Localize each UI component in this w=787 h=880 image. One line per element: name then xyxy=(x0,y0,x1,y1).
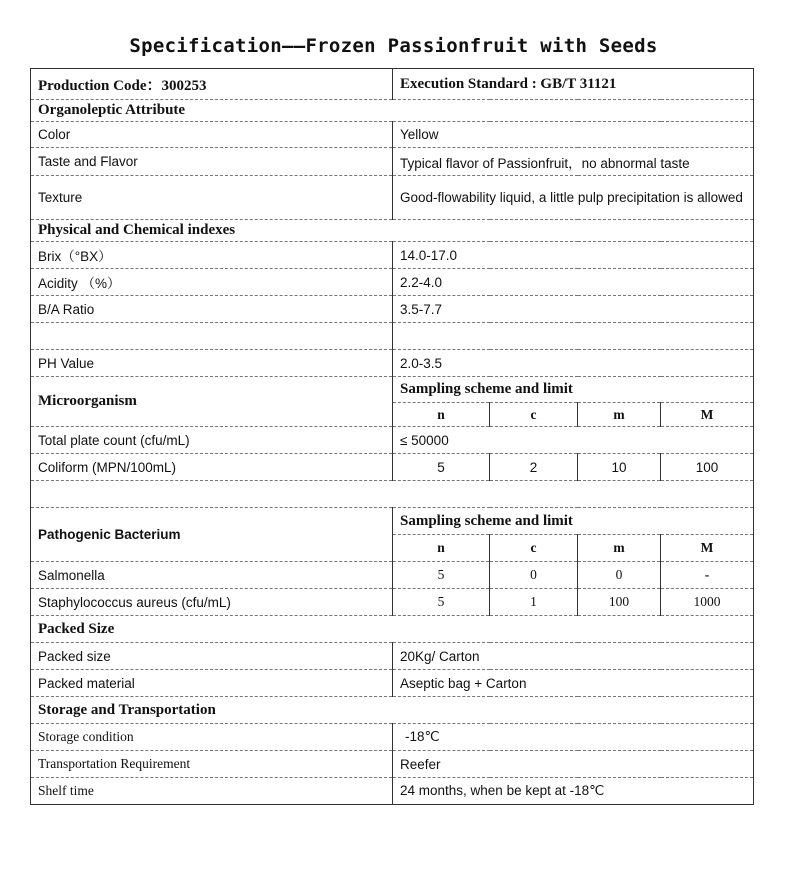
color-value: Yellow xyxy=(393,122,754,148)
section-pathogenic: Pathogenic Bacterium xyxy=(31,508,393,562)
patho-col-c: c xyxy=(490,535,578,562)
staph-m: 100 xyxy=(578,589,661,616)
salmonella-M: - xyxy=(661,562,754,589)
execution-standard: Execution Standard : GB/T 31121 xyxy=(393,69,754,100)
patho-col-M: M xyxy=(661,535,754,562)
document-title: Specification——Frozen Passionfruit with Seeds xyxy=(129,35,658,57)
storage-condition-value: -18℃ xyxy=(393,724,754,751)
empty-row xyxy=(31,481,754,508)
salmonella-n: 5 xyxy=(393,562,490,589)
patho-col-m: m xyxy=(578,535,661,562)
ph-value: 2.0-3.5 xyxy=(393,350,754,377)
packed-material-label: Packed material xyxy=(31,670,393,697)
salmonella-c: 0 xyxy=(490,562,578,589)
packed-size-value: 20Kg/ Carton xyxy=(393,643,754,670)
acidity-label: Acidity （%） xyxy=(31,269,393,296)
transport-requirement-value: Reefer xyxy=(393,751,754,778)
texture-value: Good-flowability liquid, a little pulp precipitation is allowed xyxy=(393,176,754,220)
coliform-n: 5 xyxy=(393,454,490,481)
section-microorganism: Microorganism xyxy=(31,377,393,427)
taste-label: Taste and Flavor xyxy=(31,148,393,176)
coliform-label: Coliform (MPN/100mL) xyxy=(31,454,393,481)
salmonella-m: 0 xyxy=(578,562,661,589)
staph-c: 1 xyxy=(490,589,578,616)
staph-M: 1000 xyxy=(661,589,754,616)
section-storage: Storage and Transportation xyxy=(31,697,754,724)
micro-sampling-header: Sampling scheme and limit xyxy=(393,377,754,403)
shelf-time-value: 24 months, when be kept at -18℃ xyxy=(393,778,754,805)
salmonella-label: Salmonella xyxy=(31,562,393,589)
coliform-c: 2 xyxy=(490,454,578,481)
section-packed: Packed Size xyxy=(31,616,754,643)
patho-sampling-header: Sampling scheme and limit xyxy=(393,508,754,535)
color-label: Color xyxy=(31,122,393,148)
ba-ratio-value: 3.5-7.7 xyxy=(393,296,754,323)
taste-value: Typical flavor of Passionfruit，no abnormal taste xyxy=(393,148,754,176)
ph-label: PH Value xyxy=(31,350,393,377)
empty-cell xyxy=(393,323,754,350)
section-physical: Physical and Chemical indexes xyxy=(31,220,754,242)
transport-requirement-label: Transportation Requirement xyxy=(31,751,393,778)
micro-col-c: c xyxy=(490,403,578,427)
patho-col-n: n xyxy=(393,535,490,562)
acidity-value: 2.2-4.0 xyxy=(393,269,754,296)
coliform-m: 10 xyxy=(578,454,661,481)
packed-material-value: Aseptic bag + Carton xyxy=(393,670,754,697)
coliform-M: 100 xyxy=(661,454,754,481)
ba-ratio-label: B/A Ratio xyxy=(31,296,393,323)
storage-condition-label: Storage condition xyxy=(31,724,393,751)
brix-value: 14.0-17.0 xyxy=(393,242,754,269)
brix-label: Brix（°BX） xyxy=(31,242,393,269)
packed-size-label: Packed size xyxy=(31,643,393,670)
texture-label: Texture xyxy=(31,176,393,220)
micro-col-n: n xyxy=(393,403,490,427)
staph-label: Staphylococcus aureus (cfu/mL) xyxy=(31,589,393,616)
staph-n: 5 xyxy=(393,589,490,616)
micro-col-M: M xyxy=(661,403,754,427)
specification-table xyxy=(30,68,754,805)
empty-cell xyxy=(31,323,393,350)
production-code: Production Code：300253 xyxy=(31,69,393,100)
shelf-time-label: Shelf time xyxy=(31,778,393,805)
micro-col-m: m xyxy=(578,403,661,427)
section-organoleptic: Organoleptic Attribute xyxy=(31,100,754,122)
total-plate-label: Total plate count (cfu/mL) xyxy=(31,427,393,454)
total-plate-value: ≤ 50000 xyxy=(393,427,754,454)
